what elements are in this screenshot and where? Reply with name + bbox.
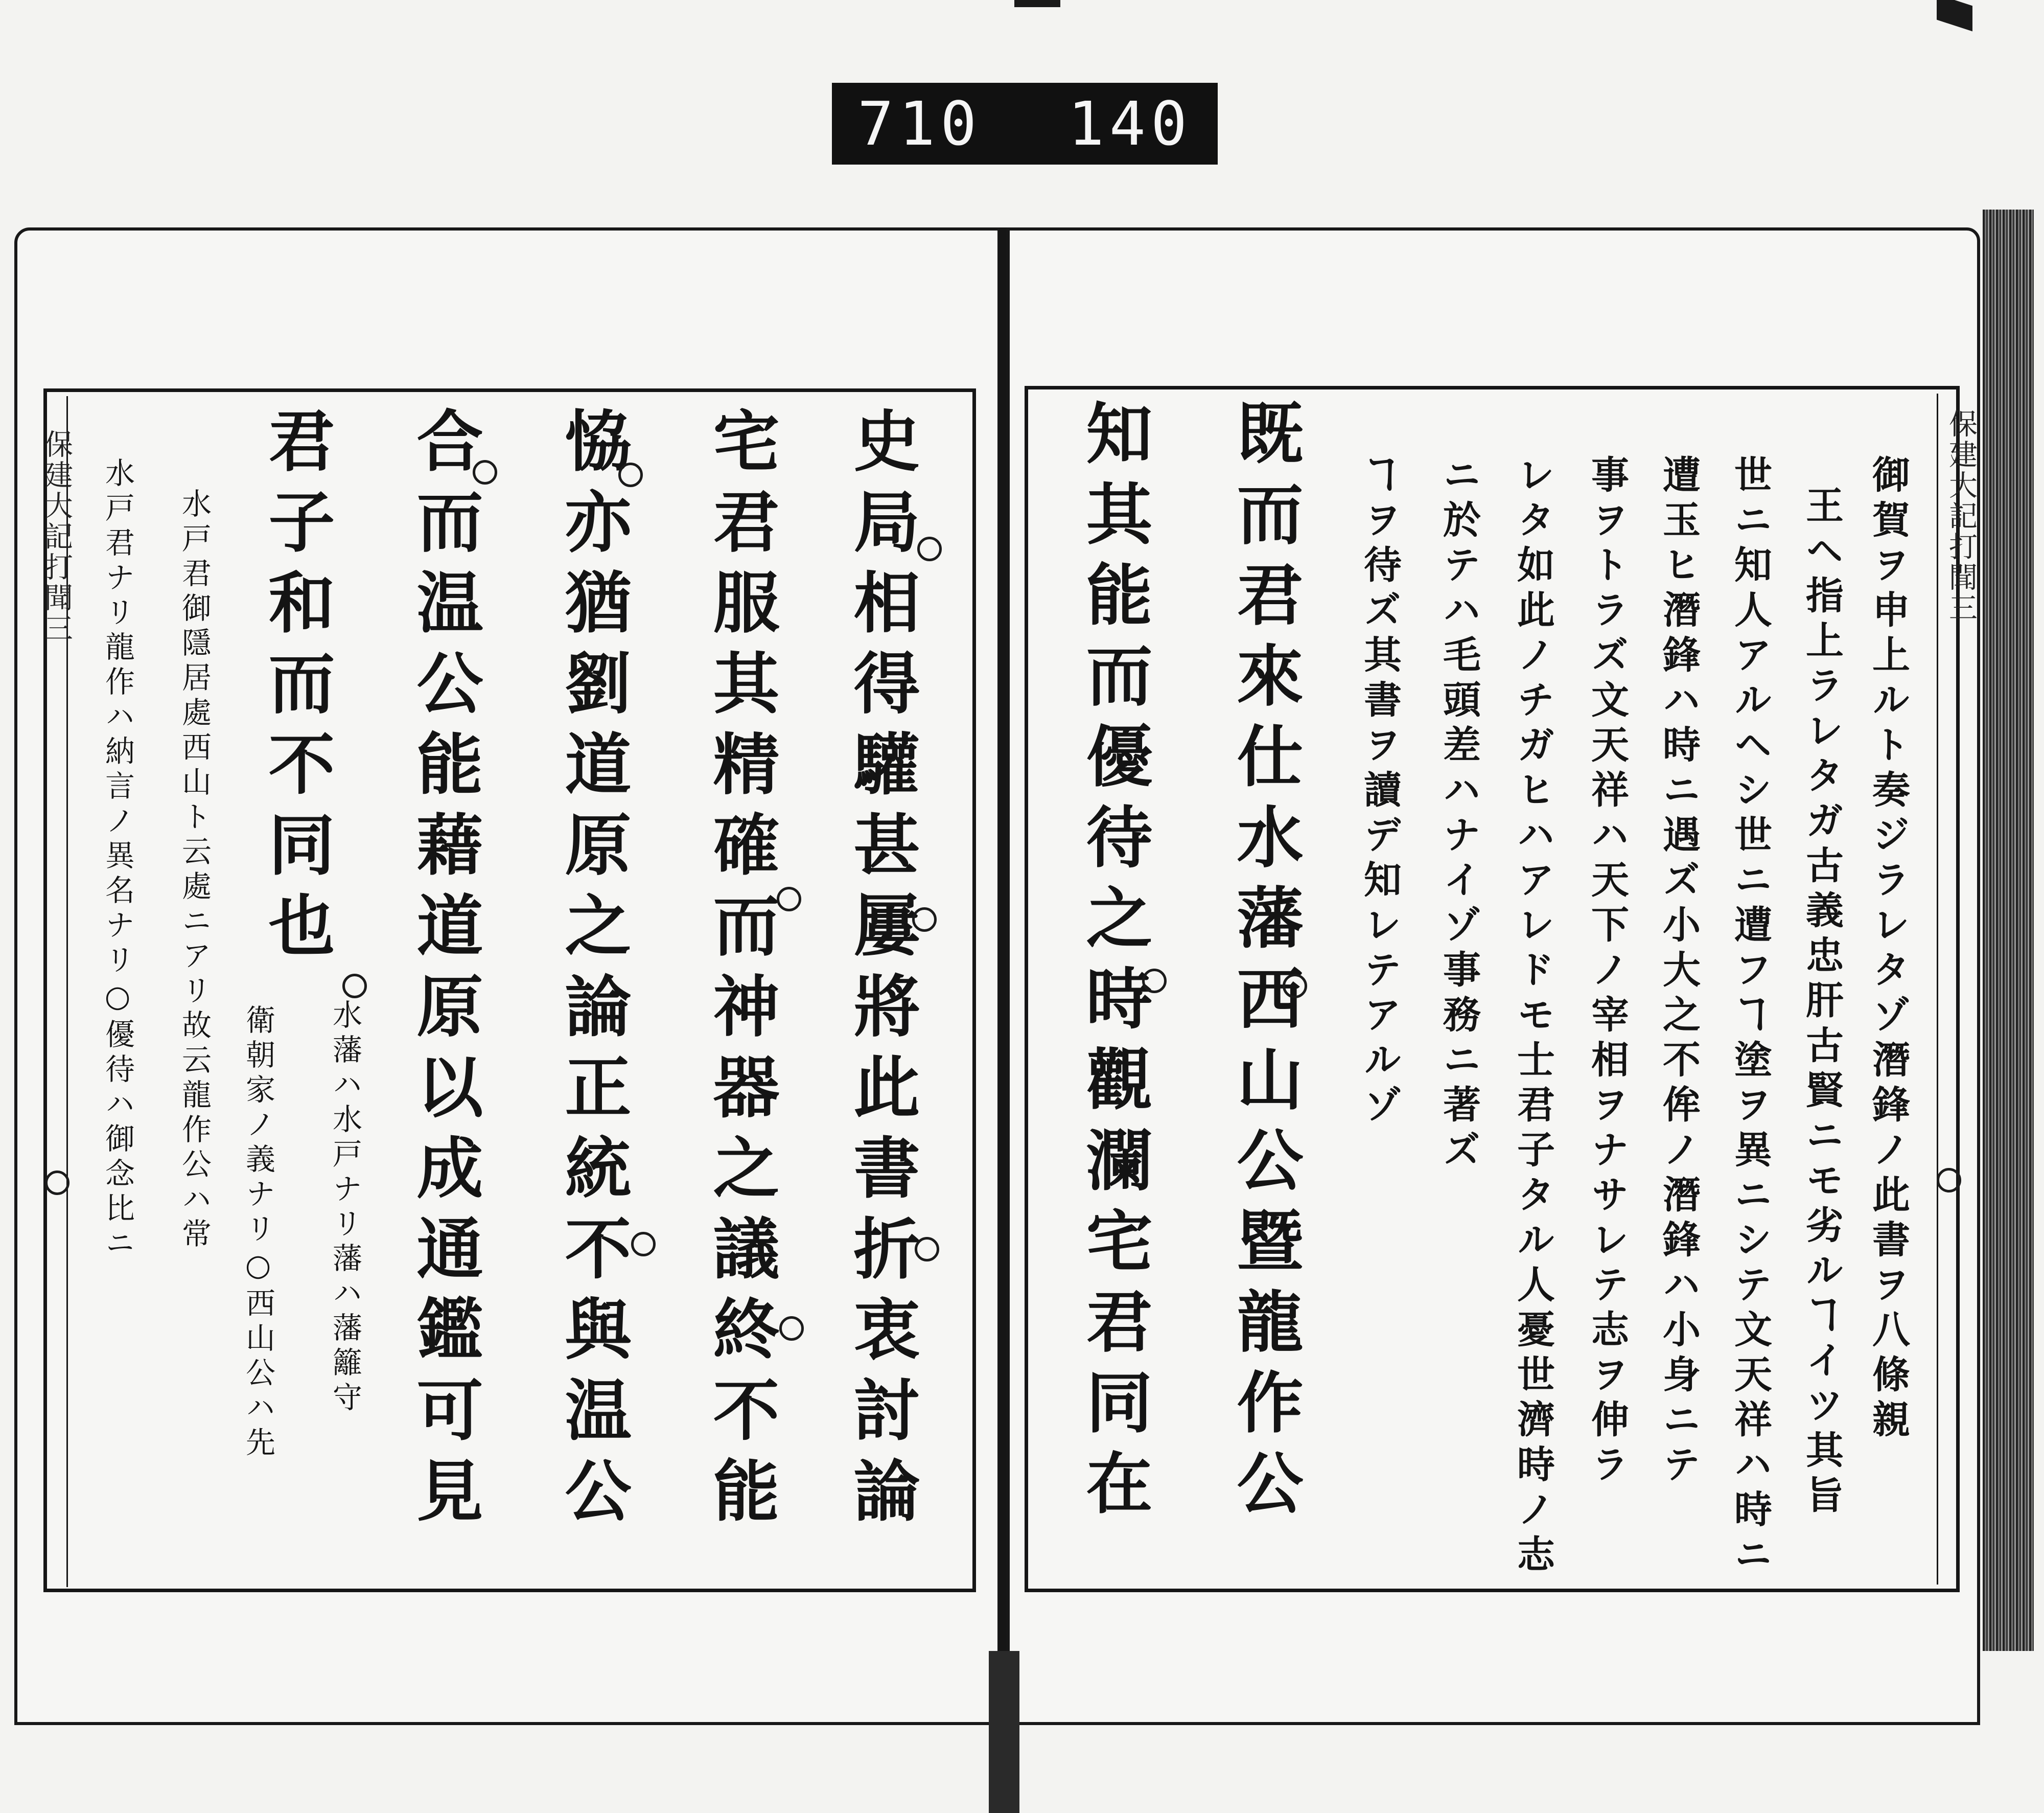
- left-note-column-4: 水戸君ナリ龍作ハ納言ノ異名ナリ○優待ハ御念比ニ: [100, 457, 135, 1262]
- catalog-number-label: [832, 83, 1218, 165]
- left-note-column-1: 水藩ハ水戸ナリ藩ハ藩籬守: [328, 999, 362, 1416]
- right-note-column-1: 御賀ヲ申上ルト奏ジラレタゾ潛鋒ノ此書ヲ八條親: [1866, 455, 1910, 1444]
- right-margin-rule: [1937, 394, 1938, 1585]
- punctuation-circle: [917, 537, 942, 561]
- left-main-column-1: 史局相得驩甚屢將此書折衷討論: [843, 406, 921, 1537]
- punctuation-circle: [1937, 1168, 1961, 1192]
- punctuation-circle: [912, 907, 937, 932]
- right-main-column-2: 知其能而優待之時觀瀾宅君同在: [1075, 399, 1153, 1529]
- left-main-column-3: 恊亦猶劉道原之論正統不與温公: [554, 406, 632, 1537]
- right-note-column-3: 世ニ知人アルヘシ世ニ遭フヿ塗ヲ異ニシテ文天祥ハ時ニ: [1728, 455, 1772, 1579]
- punctuation-circle: [915, 1237, 939, 1261]
- left-main-column-4: 合而温公能藉道原以成通鑑可見: [406, 406, 484, 1537]
- top-edge-mark: [1014, 0, 1060, 7]
- punctuation-circle: [631, 1232, 656, 1256]
- right-note-column-2: 王ヘ指上ラレタガ古義忠肝古賢ニモ劣ルヿイツ其旨: [1800, 486, 1844, 1520]
- catalog-number-left: 710: [857, 88, 982, 159]
- punctuation-circle: [618, 463, 643, 487]
- punctuation-circle: [342, 974, 367, 998]
- left-main-column-5: 君子和而不同也: [258, 406, 336, 972]
- binding-shadow: [989, 1651, 1019, 1813]
- catalog-number-right: 140: [1067, 88, 1192, 159]
- right-note-column-6: レタ如此ノチガヒハアレドモ士君子タル人憂世濟時ノ志: [1511, 455, 1555, 1579]
- right-note-column-4: 遭玉ヒ潛鋒ハ時ニ遇ズ小大之不侔ノ潛鋒ハ小身ニテ: [1657, 455, 1701, 1489]
- punctuation-circle: [779, 1316, 804, 1341]
- punctuation-circle: [1142, 969, 1167, 993]
- right-note-column-5: 事ヲトラズ文天祥ハ天下ノ宰相ヲナサレテ志ヲ伸ラ: [1585, 455, 1629, 1489]
- right-note-column-8: ヿヲ待ズ其書ヲ讀デ知レテアルゾ: [1358, 455, 1402, 1130]
- punctuation-circle: [473, 460, 497, 485]
- punctuation-circle: [1283, 974, 1307, 998]
- corner-fold-mark: [1937, 0, 1972, 31]
- left-main-column-2: 宅君服其精確而神器之議終不能: [702, 406, 780, 1537]
- page-edge-stack: [1983, 210, 2034, 1651]
- left-note-column-2: 衛朝家ノ義ナリ○西山公ハ先: [241, 1004, 275, 1461]
- punctuation-circle: [777, 887, 801, 911]
- book-gutter: [999, 227, 1007, 1812]
- punctuation-circle: [45, 1171, 69, 1195]
- right-main-column-1: 既而君來仕水藩西山公暨龍作公: [1226, 399, 1304, 1529]
- right-note-column-7: ニ於テハ毛頭差ハナイゾ事務ニ著ズ: [1437, 455, 1481, 1175]
- right-margin-title: 保建大記打聞三: [1944, 409, 1978, 624]
- left-margin-title: 保建大記打聞三: [40, 429, 73, 644]
- left-note-column-3: 水戸君御隱居處西山ト云處ニアリ故云龍作公ハ常: [177, 488, 212, 1253]
